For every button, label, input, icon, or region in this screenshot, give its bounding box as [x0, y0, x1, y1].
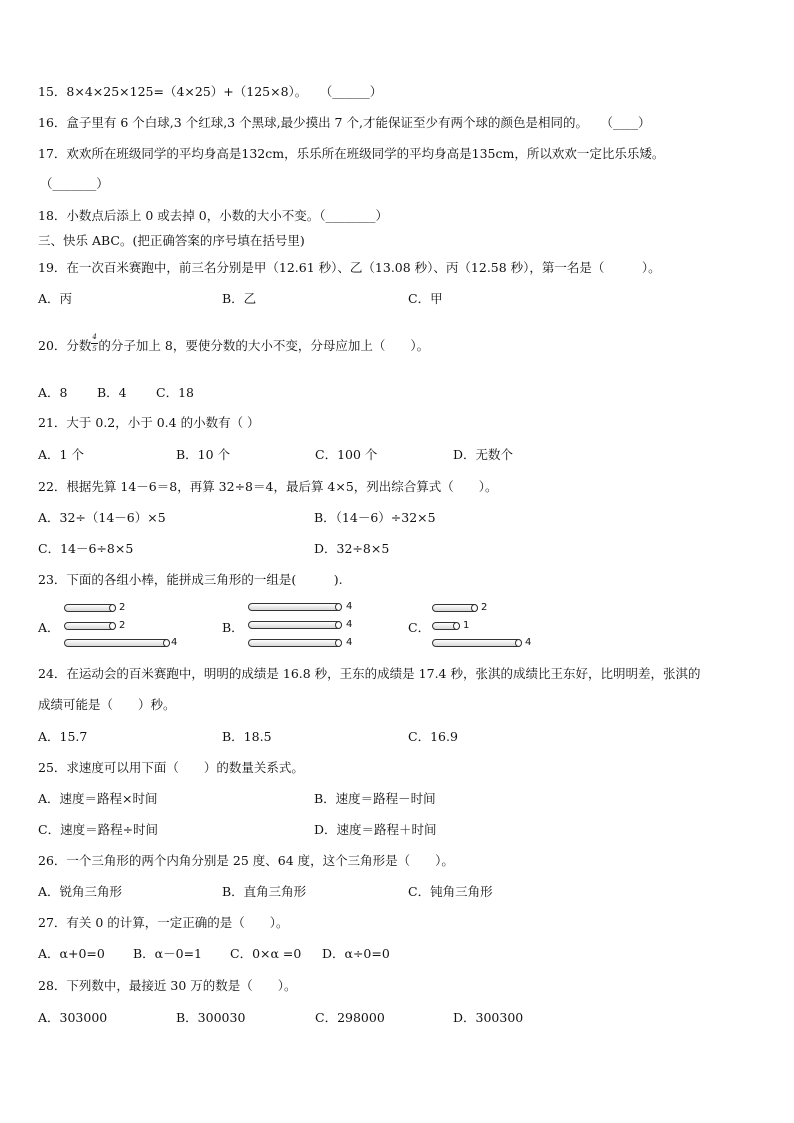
- q28-option-c: C．298000: [315, 1010, 385, 1025]
- question-20: [38, 333, 430, 354]
- stick-length-label: 4: [525, 637, 532, 648]
- question-23: 23．下面的各组小棒，能拼成三角形的一组是( ).: [38, 572, 343, 587]
- stick: [64, 622, 116, 630]
- question-24-line-2: 成绩可能是（ ）秒。: [38, 697, 176, 712]
- q22-option-a: A．32÷（14－6）×5: [38, 510, 166, 525]
- question-22: 22．根据先算 14－6＝8，再算 32÷8＝4，最后算 4×5，列出综合算式（ ）。: [38, 479, 498, 494]
- question-15: 15．8×4×25×125=（4×25）+（125×8）。 （______）: [38, 84, 383, 99]
- question-26: 26．一个三角形的两个内角分别是 25 度、64 度，这个三角形是（ ）。: [38, 853, 454, 868]
- q19-option-b: B．乙: [222, 291, 257, 306]
- question-19: 19．在一次百米赛跑中，前三名分别是甲（12.61 秒）、乙（13.08 秒）、丙（12.58 秒），第一名是（ ）。: [38, 260, 661, 275]
- question-17-blank: （_______）: [40, 176, 109, 191]
- q19-option-a: A．丙: [38, 291, 73, 306]
- q23-option-a: A．: [38, 620, 60, 635]
- stick-length-label: 2: [119, 620, 126, 631]
- fraction-bar: [91, 343, 98, 344]
- q25-option-d: D．速度＝路程＋时间: [314, 822, 437, 837]
- fraction-denominator: 5: [92, 345, 97, 353]
- fraction: [91, 333, 98, 354]
- q23-option-b: B．: [222, 620, 244, 635]
- q28-option-b: B．300030: [176, 1010, 246, 1025]
- q21-option-a: A．1 个: [38, 447, 84, 462]
- question-24-line-1: 24．在运动会的百米赛跑中，明明的成绩是 16.8 秒，王东的成绩是 17.4 秒，张淇的成绩比王东好，比明明差，张淇的: [38, 666, 701, 681]
- stick: [432, 604, 478, 612]
- stick: [432, 639, 522, 647]
- question-27: 27．有关 0 的计算，一定正确的是（ ）。: [38, 915, 289, 930]
- q22-option-c: C．14－6÷8×5: [38, 541, 134, 556]
- q20-option-a: A．8: [38, 385, 68, 400]
- stick: [248, 603, 342, 611]
- stick-length-label: 2: [119, 602, 126, 613]
- stick: [64, 604, 116, 612]
- question-16: 16．盒子里有 6 个白球,3 个红球,3 个黑球,最少摸出 7 个,才能保证至少有两个球的颜色是相同的。 （____）: [38, 115, 651, 130]
- q20-option-b: B．4: [97, 385, 127, 400]
- question-21: 21．大于 0.2，小于 0.4 的小数有（ ）: [38, 415, 260, 430]
- q28-option-a: A．303000: [38, 1010, 108, 1025]
- question-25: 25．求速度可以用下面（ ）的数量关系式。: [38, 760, 304, 775]
- question-18: 18．小数点后添上 0 或去掉 0，小数的大小不变。（________）: [38, 208, 388, 223]
- stick-length-label: 1: [463, 620, 470, 631]
- q23-option-c: C．: [408, 620, 431, 635]
- q19-option-c: C．甲: [408, 291, 443, 306]
- q24-option-b: B．18.5: [222, 729, 272, 744]
- q27-option-c: C．0×α =0: [230, 946, 302, 961]
- stick-length-label: 4: [346, 619, 353, 630]
- q25-option-c: C．速度＝路程÷时间: [38, 822, 159, 837]
- stick-length-label: 4: [346, 637, 353, 648]
- q21-option-d: D．无数个: [453, 447, 514, 462]
- q20-text-after: 的分子加上 8，要使分数的大小不变，分母应加上（ ）。: [98, 338, 430, 353]
- q27-option-a: A．α+0=0: [38, 946, 105, 961]
- fraction-numerator: 4: [92, 333, 97, 341]
- stick-length-label: 2: [481, 602, 488, 613]
- q26-option-c: C．钝角三角形: [408, 884, 493, 899]
- stick: [432, 622, 460, 630]
- q20-text-before: 20．分数: [38, 338, 92, 353]
- q27-option-b: B．α－0=1: [133, 946, 203, 961]
- q28-option-d: D．300300: [453, 1010, 524, 1025]
- q25-option-b: B．速度＝路程－时间: [314, 791, 436, 806]
- q21-option-c: C．100 个: [315, 447, 378, 462]
- q22-option-d: D．32÷8×5: [314, 541, 390, 556]
- stick: [64, 639, 170, 647]
- q24-option-c: C．16.9: [408, 729, 458, 744]
- stick-length-label: 4: [346, 601, 353, 612]
- q25-option-a: A．速度＝路程×时间: [38, 791, 158, 806]
- stick: [248, 621, 342, 629]
- q21-option-b: B．10 个: [176, 447, 231, 462]
- stick-length-label: 4: [171, 637, 178, 648]
- question-17: 17．欢欢所在班级同学的平均身高是132cm，乐乐所在班级同学的平均身高是135cm，所以欢欢一定比乐乐矮。: [38, 146, 665, 161]
- q26-option-b: B．直角三角形: [222, 884, 307, 899]
- q24-option-a: A．15.7: [38, 729, 88, 744]
- q22-option-b: B．（14－6）÷32×5: [314, 510, 436, 525]
- section-3-heading: 三、快乐 ABC。(把正确答案的序号填在括号里): [38, 233, 305, 248]
- q27-option-d: D．α÷0=0: [322, 946, 390, 961]
- question-28: 28．下列数中，最接近 30 万的数是（ ）。: [38, 978, 297, 993]
- q26-option-a: A．锐角三角形: [38, 884, 123, 899]
- q20-option-c: C．18: [156, 385, 194, 400]
- stick: [248, 639, 342, 647]
